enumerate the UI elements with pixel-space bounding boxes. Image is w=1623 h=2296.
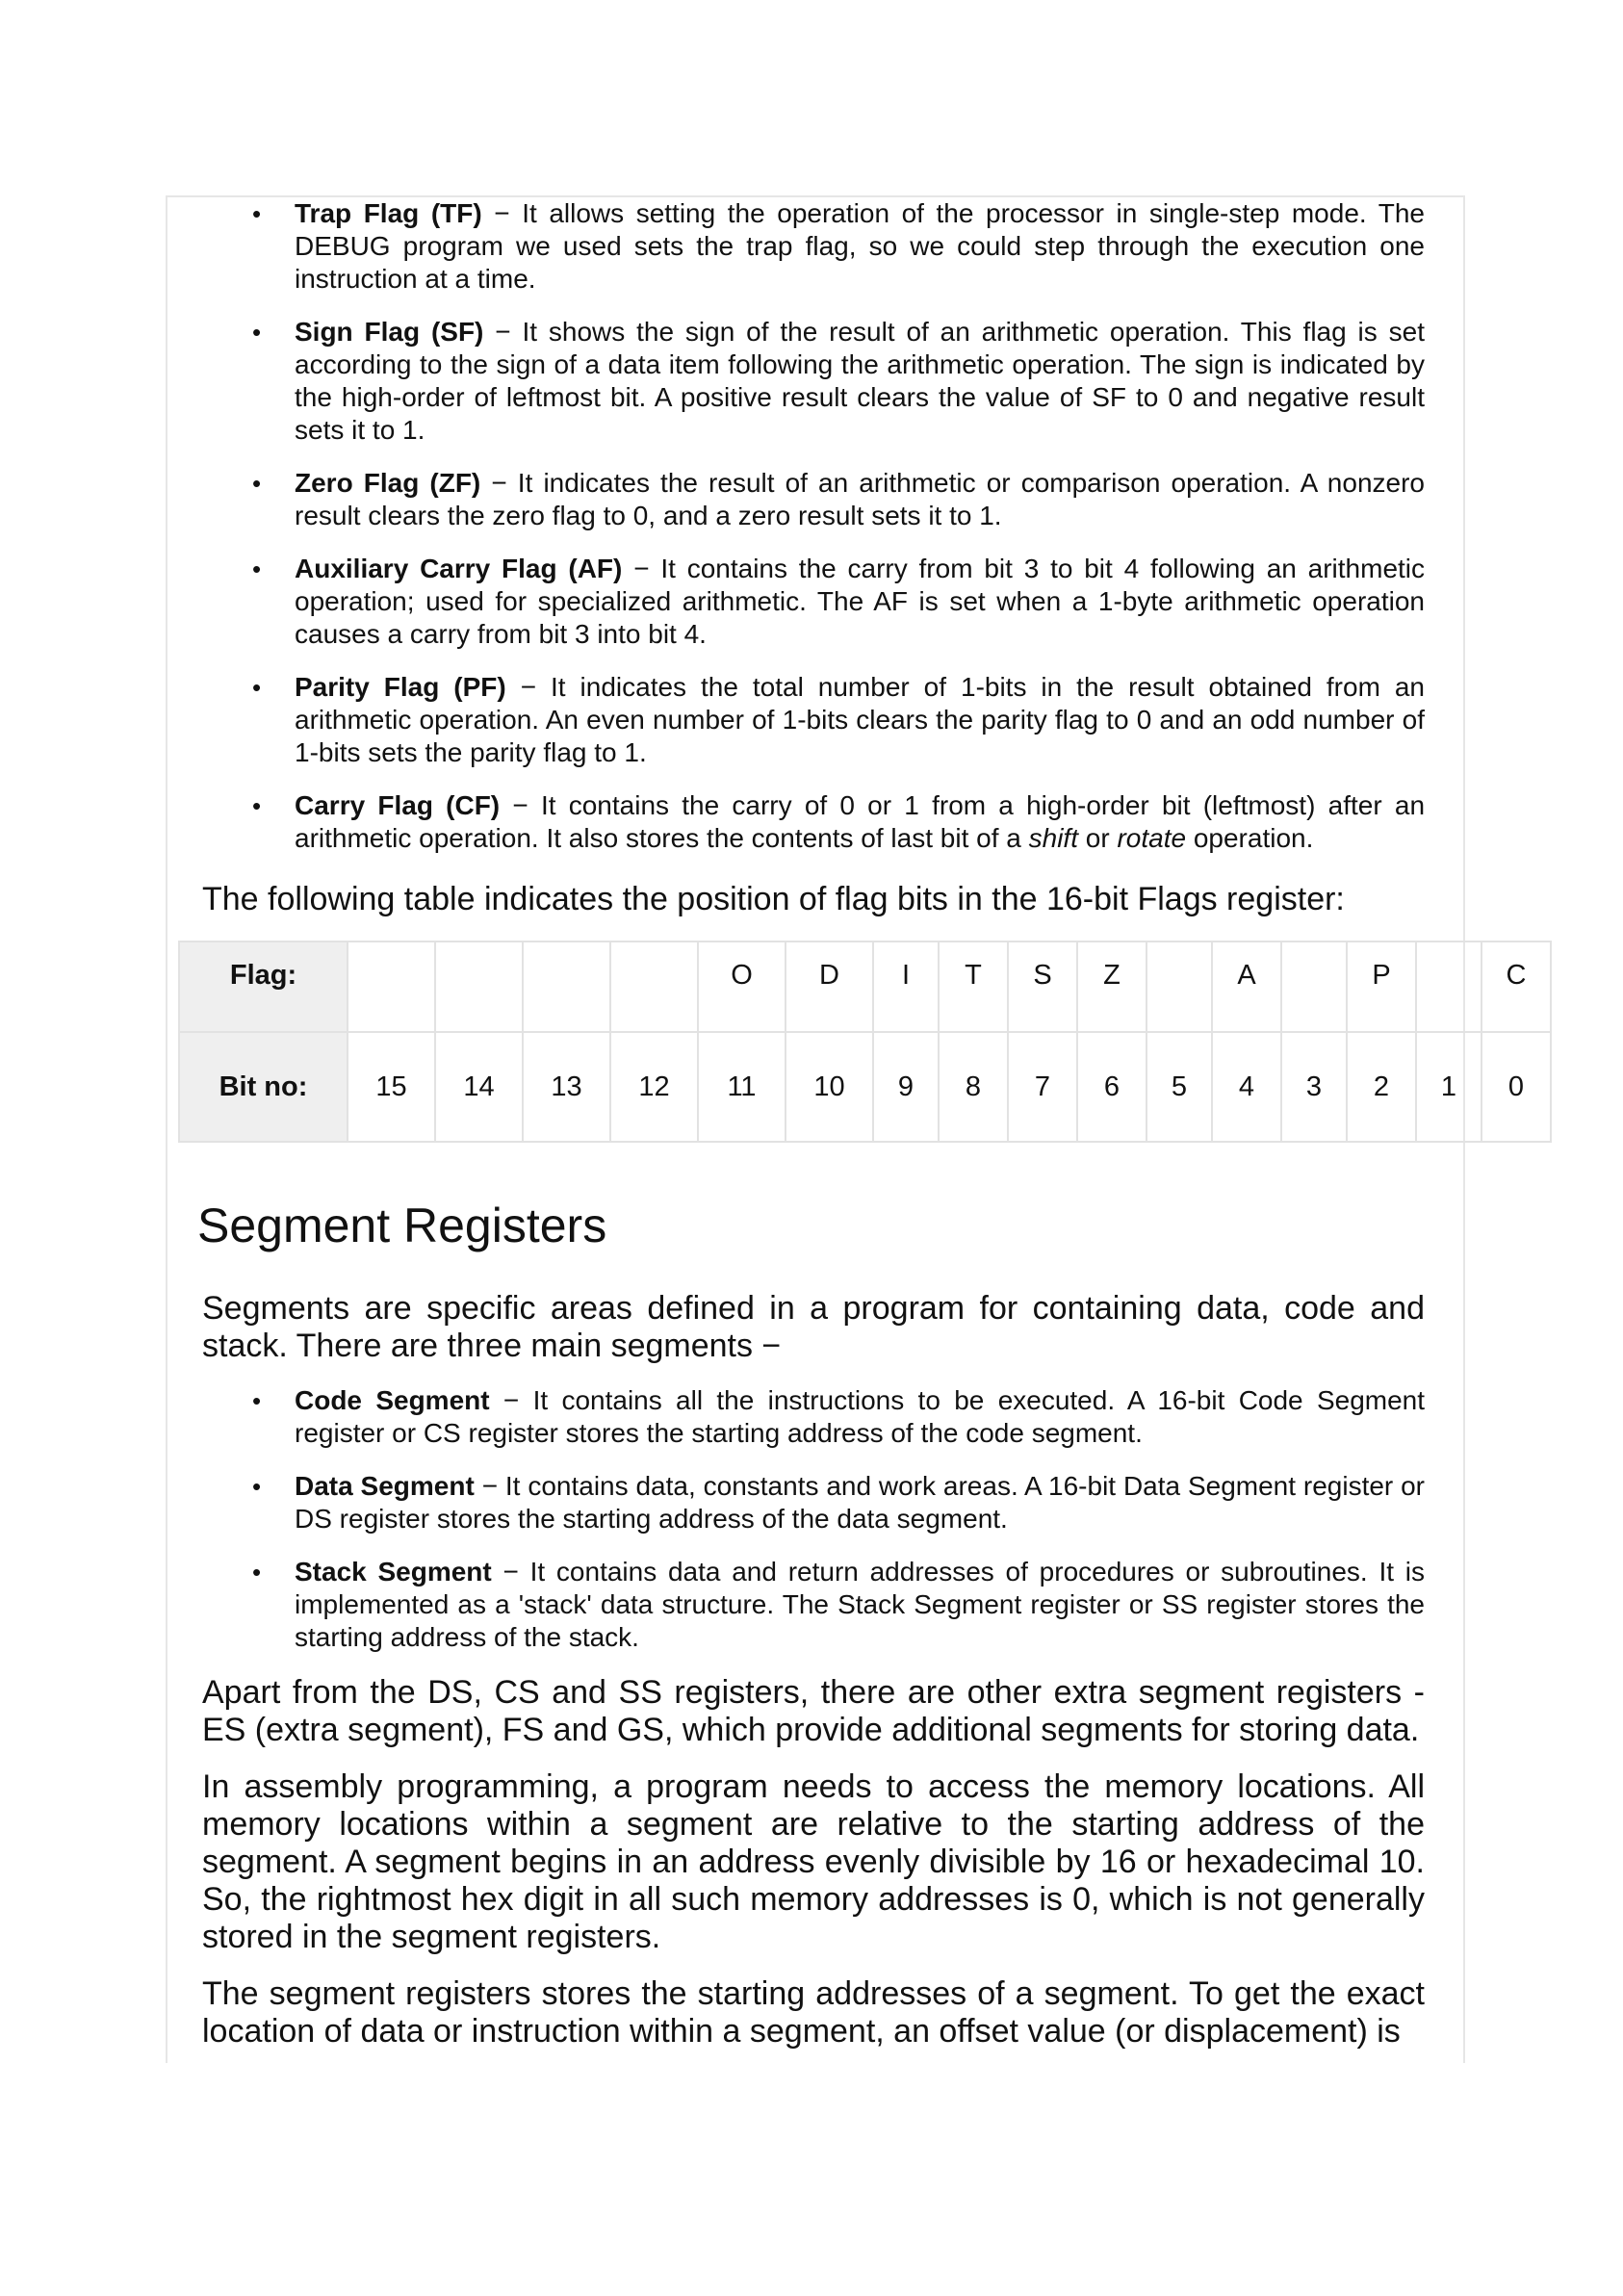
item-text: − It indicates the total number of 1-bits in the result obtained from an arithmetic operation. An even number of 1-bits clears the parity flag to 0 and an odd number of 1-bits sets the parity flag to 1. bbox=[295, 672, 1425, 767]
item-term: Sign Flag (SF) bbox=[295, 317, 484, 347]
item-term: Carry Flag (CF) bbox=[295, 790, 501, 820]
bit-cell: 8 bbox=[939, 1032, 1008, 1142]
flag-cell: T bbox=[939, 942, 1008, 1032]
item-text: − It contains data, constants and work areas. A 16-bit Data Segment register or DS register stores the starting address of the data segment. bbox=[295, 1471, 1426, 1534]
item-text: − It indicates the result of an arithmetic or comparison operation. A nonzero result clears the zero flag to 0, and a zero result sets it to 1. bbox=[295, 468, 1425, 530]
flag-cell bbox=[1146, 942, 1212, 1032]
flag-cell: Z bbox=[1077, 942, 1146, 1032]
table-row-flags bbox=[179, 942, 1551, 1032]
item-text: − It allows setting the operation of the processor in single-step mode. The DEBUG program we used sets the trap flag, so we could step through the execution one instruction at a time. bbox=[295, 198, 1425, 294]
bit-cell: 10 bbox=[786, 1032, 873, 1142]
bullet-icon: • bbox=[252, 555, 262, 583]
flag-cell bbox=[1281, 942, 1347, 1032]
section-title-segment-registers: Segment Registers bbox=[197, 1199, 607, 1252]
bullet-icon: • bbox=[252, 1558, 262, 1587]
segment-list bbox=[202, 1384, 1425, 1654]
bit-cell: 13 bbox=[523, 1032, 610, 1142]
flag-cell: S bbox=[1008, 942, 1077, 1032]
list-item-auxiliary-carry-flag bbox=[202, 553, 1425, 651]
italic-word-shift: shift bbox=[1028, 823, 1078, 853]
bit-cell: 5 bbox=[1146, 1032, 1212, 1142]
flag-cell: P bbox=[1347, 942, 1416, 1032]
flag-cell: A bbox=[1212, 942, 1281, 1032]
item-text: − It contains data and return addresses of procedures or subroutines. It is implemented as a 'stack' data structure. The Stack Segment register or SS register stores the starting address of the stack. bbox=[295, 1557, 1425, 1652]
list-item-carry-flag bbox=[202, 789, 1425, 855]
bit-cell: 15 bbox=[348, 1032, 435, 1142]
item-term: Auxiliary Carry Flag (AF) bbox=[295, 554, 623, 583]
segment-content bbox=[202, 1290, 1425, 2070]
list-item-zero-flag bbox=[202, 467, 1425, 532]
bit-cell: 7 bbox=[1008, 1032, 1077, 1142]
bit-cell: 6 bbox=[1077, 1032, 1146, 1142]
item-text: − It shows the sign of the result of an arithmetic operation. This flag is set according to the sign of a data item following the arithmetic operation. The sign is indicated by the high-order of leftmost bit. A positive result clears the value of SF to 0 and negative result sets it to 1. bbox=[295, 317, 1425, 445]
bullet-icon: • bbox=[252, 469, 262, 498]
flag-cell bbox=[523, 942, 610, 1032]
bullet-icon: • bbox=[252, 791, 262, 820]
item-text-before: − It contains the carry of 0 or 1 from a high-order bit (leftmost) after an arithmetic operation. It also stores the contents of last bit of a bbox=[295, 790, 1426, 853]
flag-cell: I bbox=[873, 942, 939, 1032]
bit-cell: 1 bbox=[1416, 1032, 1481, 1142]
item-term: Zero Flag (ZF) bbox=[295, 468, 481, 498]
item-text: − It contains all the instructions to be executed. A 16-bit Code Segment register or CS register stores the starting address of the code segment. bbox=[295, 1385, 1426, 1448]
segments-intro-paragraph: Segments are specific areas defined in a program for containing data, code and stack. There are three main segments − bbox=[202, 1290, 1425, 1364]
flag-cell: D bbox=[786, 942, 873, 1032]
bit-cell: 3 bbox=[1281, 1032, 1347, 1142]
bullet-icon: • bbox=[252, 1386, 262, 1415]
offset-paragraph: The segment registers stores the starting addresses of a segment. To get the exact location of data or instruction within a segment, an offset value (or displacement) is bbox=[202, 1975, 1425, 2050]
bullet-icon: • bbox=[252, 1472, 262, 1501]
item-term: Parity Flag (PF) bbox=[295, 672, 506, 702]
row-header-bit-no: Bit no: bbox=[179, 1032, 348, 1142]
item-term: Stack Segment bbox=[295, 1557, 492, 1587]
list-item-data-segment bbox=[202, 1470, 1425, 1535]
list-item-stack-segment bbox=[202, 1556, 1425, 1654]
flag-cell bbox=[1416, 942, 1481, 1032]
bit-cell: 0 bbox=[1481, 1032, 1551, 1142]
item-text-mid: or bbox=[1077, 823, 1118, 853]
italic-word-rotate: rotate bbox=[1117, 823, 1187, 853]
list-item-code-segment bbox=[202, 1384, 1425, 1450]
list-item-parity-flag bbox=[202, 671, 1425, 769]
item-term: Code Segment bbox=[295, 1385, 490, 1415]
bit-cell: 12 bbox=[610, 1032, 698, 1142]
flag-cell bbox=[610, 942, 698, 1032]
flag-description-list bbox=[202, 197, 1425, 855]
row-header-flag: Flag: bbox=[179, 942, 348, 1032]
bit-cell: 2 bbox=[1347, 1032, 1416, 1142]
item-term: Data Segment bbox=[295, 1471, 475, 1501]
bit-cell: 9 bbox=[873, 1032, 939, 1142]
bullet-icon: • bbox=[252, 199, 262, 228]
memory-locations-paragraph: In assembly programming, a program needs to access the memory locations. All memory locations within a segment are relative to the starting address of the segment. A segment begins in an address evenly divisible by 16 or hexadecimal 10. So, the rightmost hex digit in all such memory addresses is 0, which is not generally stored in the segment registers. bbox=[202, 1768, 1425, 1955]
table-row-bits bbox=[179, 1032, 1551, 1142]
flag-cell: C bbox=[1481, 942, 1551, 1032]
bit-cell: 14 bbox=[435, 1032, 523, 1142]
bullet-icon: • bbox=[252, 318, 262, 347]
extra-segments-paragraph: Apart from the DS, CS and SS registers, there are other extra segment registers - ES (extra segment), FS and GS, which provide additional segments for storing data. bbox=[202, 1674, 1425, 1748]
flag-cell bbox=[348, 942, 435, 1032]
flag-cell: O bbox=[698, 942, 786, 1032]
item-text: − It contains the carry from bit 3 to bit 4 following an arithmetic operation; used for specialized arithmetic. The AF is set when a 1-byte arithmetic operation causes a carry from bit 3 into bit 4. bbox=[295, 554, 1426, 649]
item-term: Trap Flag (TF) bbox=[295, 198, 482, 228]
flag-cell bbox=[435, 942, 523, 1032]
bit-cell: 4 bbox=[1212, 1032, 1281, 1142]
flags-content bbox=[202, 197, 1426, 917]
flags-register-table bbox=[178, 941, 1552, 1143]
table-intro-paragraph: The following table indicates the position of flag bits in the 16-bit Flags register: bbox=[202, 881, 1345, 917]
item-text-after: operation. bbox=[1186, 823, 1314, 853]
list-item-sign-flag bbox=[202, 316, 1425, 447]
bit-cell: 11 bbox=[698, 1032, 786, 1142]
bullet-icon: • bbox=[252, 673, 262, 702]
list-item-trap-flag bbox=[202, 197, 1425, 296]
